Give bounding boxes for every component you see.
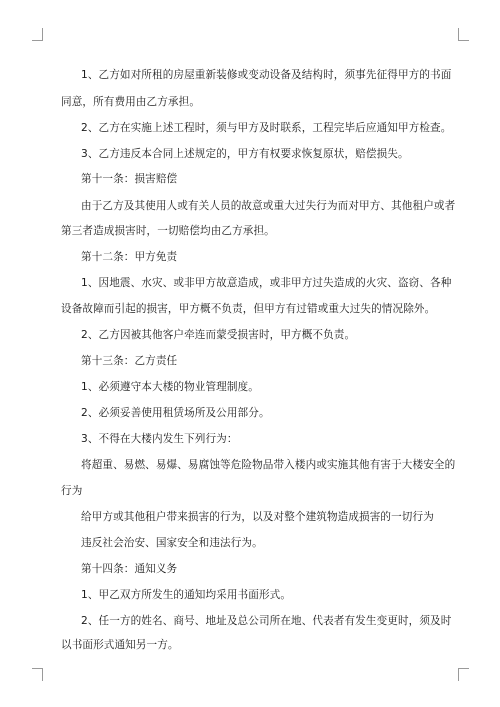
clause-11-text-line-1: 由于乙方及其使用人或有关人员的故意或重大过失行为而对甲方、其他租户或者 (81, 200, 456, 212)
clause-14-item-1: 1、甲乙双方所发生的通知均采用书面形式。 (81, 589, 292, 601)
clause-12-item-1-line-2: 设备故障而引起的损害，甲方概不负责，但甲方有过错或重大过失的情况除外。 (61, 303, 436, 315)
clause-13-item-2: 2、必须妥善使用租赁场所及公用部分。 (81, 407, 270, 419)
crop-mark-bottom-right (458, 668, 469, 681)
clause-11-heading: 第十一条：损害赔偿 (81, 173, 178, 185)
clause-13-prohibited-3: 违反社会治安、国家安全和违法行为。 (81, 537, 263, 549)
clause-12-item-2: 2、乙方因被其他客户牵连而蒙受损害时，甲方概不负责。 (81, 329, 356, 341)
clause-14-item-2-line-1: 2、任一方的姓名、商号、地址及总公司所在地、代表者有发生变更时，须及时 (81, 615, 452, 627)
clause-12-heading: 第十二条：甲方免责 (81, 251, 178, 263)
clause-13-item-3: 3、不得在大楼内发生下列行为： (81, 433, 238, 445)
clause-10-item-1-line-2: 同意，所有费用由乙方承担。 (61, 96, 201, 108)
clause-13-item-1: 1、必须遵守本大楼的物业管理制度。 (81, 381, 259, 393)
crop-mark-top-right (458, 28, 469, 41)
clause-10-item-1-line-1: 1、乙方如对所租的房屋重新装修或变动设备及结构时，须事先征得甲方的书面 (81, 69, 452, 81)
clause-13-prohibited-2: 给甲方或其他租户带来损害的行为，以及对整个建筑物造成损害的一切行为 (81, 511, 434, 523)
clause-13-heading: 第十三条：乙方责任 (81, 355, 178, 367)
clause-14-item-2-line-2: 以书面形式通知另一方。 (61, 639, 179, 651)
crop-mark-bottom-left (32, 668, 43, 681)
crop-mark-top-left (32, 28, 43, 41)
clause-11-text-line-2: 第三者造成损害时，一切赔偿均由乙方承担。 (61, 225, 275, 237)
clause-13-prohibited-1-line-1: 将超重、易燃、易爆、易腐蚀等危险物品带入楼内或实施其他有害于大楼安全的 (81, 459, 456, 471)
clause-12-item-1-line-1: 1、因地震、水灾、或非甲方故意造成，或非甲方过失造成的火灾、盗窃、各种 (81, 277, 452, 289)
clause-14-heading: 第十四条：通知义务 (81, 563, 178, 575)
clause-10-item-2: 2、乙方在实施上述工程时，须与甲方及时联系，工程完毕后应通知甲方检查。 (81, 122, 452, 134)
clause-13-prohibited-1-line-2: 行为 (61, 485, 83, 497)
clause-10-item-3: 3、乙方违反本合同上述规定的，甲方有权要求恢复原状，赔偿损失。 (81, 148, 409, 160)
